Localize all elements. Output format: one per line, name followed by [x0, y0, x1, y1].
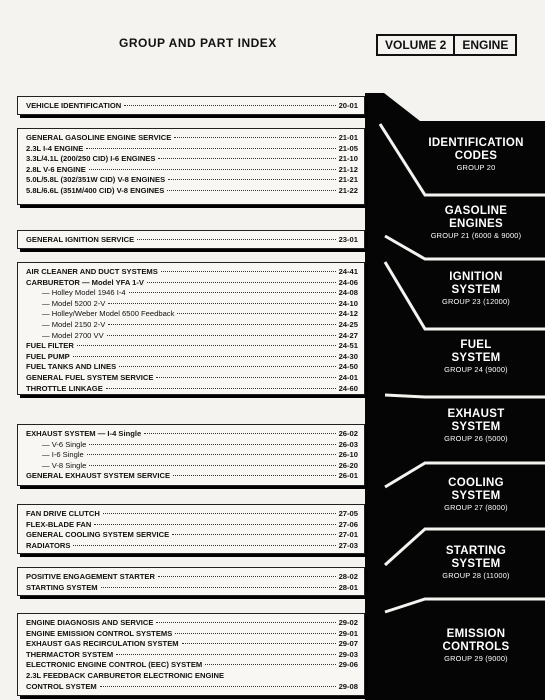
- dot-leader: [101, 587, 336, 588]
- index-entry-page: 21-10: [338, 154, 358, 164]
- dot-leader: [89, 169, 336, 170]
- section-gasoline-engines: [17, 128, 365, 205]
- dot-leader: [87, 454, 336, 455]
- tab-label-starting: [420, 545, 532, 581]
- index-entry-label: — Holley/Weber Model 6500 Feedback: [42, 309, 175, 319]
- tab-label-fuel: [420, 339, 532, 375]
- index-entry: [26, 384, 358, 395]
- index-entry-label: 5.8L/6.6L (351M/400 CID) V-8 ENGINES: [26, 185, 165, 195]
- section-fuel: [17, 262, 365, 395]
- dot-leader: [137, 239, 335, 240]
- tab-title-line: SYSTEM: [451, 557, 501, 570]
- index-entry-label: FLEX-BLADE FAN: [26, 519, 92, 529]
- index-entry: [26, 541, 358, 552]
- index-entry-page: 24-51: [338, 341, 358, 351]
- index-entry: [26, 583, 358, 594]
- dot-leader: [107, 335, 336, 336]
- index-entry-label: 2.3L I-4 ENGINE: [26, 143, 84, 153]
- index-entry-label: ELECTRONIC ENGINE CONTROL (EEC) SYSTEM: [26, 660, 203, 670]
- dot-leader: [156, 377, 335, 378]
- dot-leader: [89, 444, 335, 445]
- index-entry-label: 2.8L V-6 ENGINE: [26, 164, 86, 174]
- dot-leader: [205, 664, 335, 665]
- index-entry-label: THROTTLE LINKAGE: [26, 383, 103, 393]
- index-entry-label: 5.0L/5.8L (302/351W CID) V-8 ENGINES: [26, 175, 166, 185]
- index-entry-page: 28-02: [338, 572, 358, 581]
- index-entry-page: 26-02: [338, 429, 358, 438]
- section-identification: [17, 96, 365, 115]
- index-entry: [26, 471, 358, 482]
- index-entry-label: FUEL PUMP: [26, 351, 70, 361]
- dot-leader: [94, 524, 335, 525]
- index-entry-page: 26-03: [338, 439, 358, 449]
- dot-leader: [158, 158, 335, 159]
- index-entry-label: EXHAUST SYSTEM — I-4 Single: [26, 429, 142, 438]
- index-entry-label: CARBURETOR — Model YFA 1-V: [26, 277, 144, 287]
- tab-label-gasoline: [420, 205, 532, 241]
- tab-label-identification: [420, 137, 532, 173]
- tab-title-line: EMISSION: [446, 628, 506, 640]
- index-entry-page: 24-41: [338, 267, 358, 276]
- index-entry-page: 24-30: [338, 351, 358, 361]
- dot-leader: [77, 345, 336, 346]
- index-entry: [26, 682, 358, 693]
- index-entry-label: FUEL FILTER: [26, 341, 74, 351]
- dot-leader: [103, 513, 336, 514]
- index-entry: [26, 186, 358, 197]
- index-entry-page: 27-01: [338, 530, 358, 540]
- tab-label-ignition: [420, 271, 532, 307]
- tab-title-line: FUEL: [460, 339, 492, 351]
- index-entry-label: THERMACTOR SYSTEM: [26, 649, 114, 659]
- index-entry-page: 28-01: [338, 582, 358, 592]
- index-entry-label: AIR CLEANER AND DUCT SYSTEMS: [26, 267, 158, 276]
- index-entry-label: — Holley Model 1946 I-4: [42, 288, 126, 298]
- index-entry: [26, 144, 358, 155]
- section-exhaust: [17, 424, 365, 486]
- index-entry: [26, 362, 358, 373]
- index-entry: [26, 352, 358, 363]
- index-entry-page: 21-21: [338, 175, 358, 185]
- index-entry: [26, 133, 358, 144]
- index-entry: [26, 520, 358, 531]
- index-entry-label: — Model 2700 VV: [42, 330, 104, 340]
- index-entry-page: 27-05: [338, 509, 358, 518]
- section-ignition: [17, 230, 365, 249]
- index-entry-page: 27-03: [338, 540, 358, 550]
- index-entry-page: 26-01: [338, 471, 358, 481]
- index-entry: [26, 309, 358, 320]
- index-entry: [26, 618, 358, 629]
- index-entry: [26, 572, 358, 583]
- dot-leader: [106, 388, 336, 389]
- index-entry-page: 26-10: [338, 450, 358, 460]
- dot-leader: [144, 433, 335, 434]
- index-entry-label: CONTROL SYSTEM: [26, 681, 97, 691]
- tab-group-number: GROUP 24 (9000): [444, 365, 508, 374]
- index-entry-page: 24-25: [338, 319, 358, 329]
- index-entry-page: 21-01: [338, 133, 358, 142]
- index-entry-label: — Model 5200 2-V: [42, 298, 106, 308]
- index-entry-page: 24-12: [338, 309, 358, 319]
- dot-leader: [158, 576, 336, 577]
- dot-leader: [156, 622, 335, 623]
- dot-leader: [174, 137, 335, 138]
- tab-group-number: GROUP 20: [456, 163, 496, 172]
- index-entry: [26, 461, 358, 472]
- index-entry-page: 24-01: [338, 372, 358, 382]
- index-entry: [26, 530, 358, 541]
- index-entry-label: GENERAL FUEL SYSTEM SERVICE: [26, 372, 154, 382]
- dot-leader: [108, 303, 335, 304]
- index-entry-label: GENERAL GASOLINE ENGINE SERVICE: [26, 133, 172, 142]
- index-entry-page: 26-20: [338, 460, 358, 470]
- tab-title-line: GASOLINE: [444, 205, 508, 217]
- index-entry: [26, 660, 358, 671]
- index-entry-label: FAN DRIVE CLUTCH: [26, 509, 100, 518]
- index-entry: [26, 650, 358, 661]
- dot-leader: [167, 190, 335, 191]
- dot-leader: [147, 282, 336, 283]
- index-entry-label: EXHAUST GAS RECIRCULATION SYSTEM: [26, 639, 179, 649]
- index-entry-page: 24-27: [338, 330, 358, 340]
- index-entry-label: — I-6 Single: [42, 450, 84, 460]
- index-entry: [26, 288, 358, 299]
- index-entry: [26, 165, 358, 176]
- dot-leader: [168, 179, 335, 180]
- tab-title-line: CODES: [454, 149, 498, 162]
- tab-title-line: SYSTEM: [451, 283, 501, 296]
- tab-label-exhaust: [420, 408, 532, 444]
- index-entry: [26, 440, 358, 451]
- index-entry: [26, 450, 358, 461]
- index-entry: [26, 373, 358, 384]
- dot-leader: [73, 545, 335, 546]
- index-entry-page: 21-12: [338, 164, 358, 174]
- page-title: GROUP AND PART INDEX: [119, 36, 277, 50]
- tab-title-line: IGNITION: [449, 271, 503, 283]
- index-entry-label: ENGINE EMISSION CONTROL SYSTEMS: [26, 628, 173, 638]
- index-entry-page: 29-02: [338, 618, 358, 627]
- tab-title-line: EXHAUST: [447, 408, 505, 420]
- index-entry: [26, 235, 358, 246]
- index-entry-label: RADIATORS: [26, 540, 71, 550]
- section-starting: [17, 567, 365, 596]
- index-entry: [26, 429, 358, 440]
- tab-title-line: IDENTIFICATION: [428, 137, 524, 149]
- index-entry-page: 29-06: [338, 660, 358, 670]
- tab-group-number: GROUP 23 (12000): [442, 297, 510, 306]
- tab-group-number: GROUP 29 (9000): [444, 654, 508, 663]
- index-entry-label: VEHICLE IDENTIFICATION: [26, 101, 122, 110]
- dot-leader: [119, 366, 335, 367]
- dot-leader: [177, 313, 335, 314]
- index-entry-label: GENERAL IGNITION SERVICE: [26, 235, 135, 244]
- index-entry: [26, 629, 358, 640]
- dot-leader: [100, 686, 336, 687]
- index-entry: [26, 154, 358, 165]
- dot-leader: [173, 475, 336, 476]
- index-entry: [26, 671, 358, 682]
- index-entry-page: 21-05: [338, 143, 358, 153]
- volume-label: VOLUME 2: [385, 38, 447, 52]
- index-entry-page: 24-50: [338, 362, 358, 372]
- section-cooling: [17, 504, 365, 554]
- index-entry-label: 2.3L FEEDBACK CARBURETOR ELECTRONIC ENGINE: [26, 670, 225, 680]
- index-entry-page: 20-01: [338, 101, 358, 110]
- tab-title-line: CONTROLS: [442, 640, 510, 653]
- index-entry: [26, 278, 358, 289]
- tab-group-number: GROUP 26 (5000): [444, 434, 508, 443]
- dot-leader: [73, 356, 336, 357]
- index-entry: [26, 639, 358, 650]
- index-entry: [26, 299, 358, 310]
- index-entry-page: 24-06: [338, 277, 358, 287]
- index-entry-page: 23-01: [338, 235, 358, 244]
- section-emission: [17, 613, 365, 696]
- tab-title-line: SYSTEM: [451, 420, 501, 433]
- tab-title-line: SYSTEM: [451, 489, 501, 502]
- index-entry: [26, 267, 358, 278]
- index-entry-label: GENERAL COOLING SYSTEM SERVICE: [26, 530, 170, 540]
- dot-leader: [129, 292, 336, 293]
- index-entry-label: POSITIVE ENGAGEMENT STARTER: [26, 572, 155, 581]
- tab-group-number: GROUP 28 (11000): [442, 571, 510, 580]
- tab-group-number: GROUP 21 (6000 & 9000): [430, 231, 522, 240]
- tab-title-line: COOLING: [448, 477, 504, 489]
- index-entry-label: 3.3L/4.1L (200/250 CID) I-6 ENGINES: [26, 154, 156, 164]
- index-entry: [26, 341, 358, 352]
- index-entry-page: 24-10: [338, 298, 358, 308]
- dot-leader: [108, 324, 335, 325]
- tab-label-cooling: [420, 477, 532, 513]
- index-entry-label: — Model 2150 2-V: [42, 319, 106, 329]
- index-entry-label: STARTING SYSTEM: [26, 582, 98, 592]
- index-entry-page: 21-22: [338, 185, 358, 195]
- index-entry-page: 29-01: [338, 628, 358, 638]
- index-entry: [26, 320, 358, 331]
- index-entry-page: 24-08: [338, 288, 358, 298]
- index-entry: [26, 331, 358, 342]
- index-entry-label: GENERAL EXHAUST SYSTEM SERVICE: [26, 471, 171, 481]
- dot-leader: [124, 105, 335, 106]
- index-entry-page: 24-60: [338, 383, 358, 393]
- dot-leader: [86, 148, 335, 149]
- index-entry-page: 29-03: [338, 649, 358, 659]
- index-entry: [26, 175, 358, 186]
- tab-group-number: GROUP 27 (8000): [444, 503, 508, 512]
- dot-leader: [182, 643, 336, 644]
- index-entry-page: 29-08: [338, 681, 358, 691]
- index-entry-page: 29-07: [338, 639, 358, 649]
- volume-section: ENGINE: [453, 36, 515, 54]
- index-entry-label: FUEL TANKS AND LINES: [26, 362, 117, 372]
- tab-label-emission: [420, 628, 532, 664]
- dot-leader: [175, 633, 335, 634]
- tab-title-line: SYSTEM: [451, 351, 501, 364]
- index-entry-label: — V-6 Single: [42, 439, 87, 449]
- tab-title-line: ENGINES: [449, 217, 503, 230]
- dot-leader: [161, 271, 336, 272]
- index-entry: [26, 509, 358, 520]
- dot-leader: [116, 654, 335, 655]
- index-entry-label: — V-8 Single: [42, 460, 87, 470]
- tab-title-line: STARTING: [445, 545, 507, 557]
- dot-leader: [89, 465, 335, 466]
- index-entry-label: ENGINE DIAGNOSIS AND SERVICE: [26, 618, 154, 627]
- dot-leader: [172, 534, 335, 535]
- index-entry-page: 27-06: [338, 519, 358, 529]
- index-entry: [26, 101, 358, 112]
